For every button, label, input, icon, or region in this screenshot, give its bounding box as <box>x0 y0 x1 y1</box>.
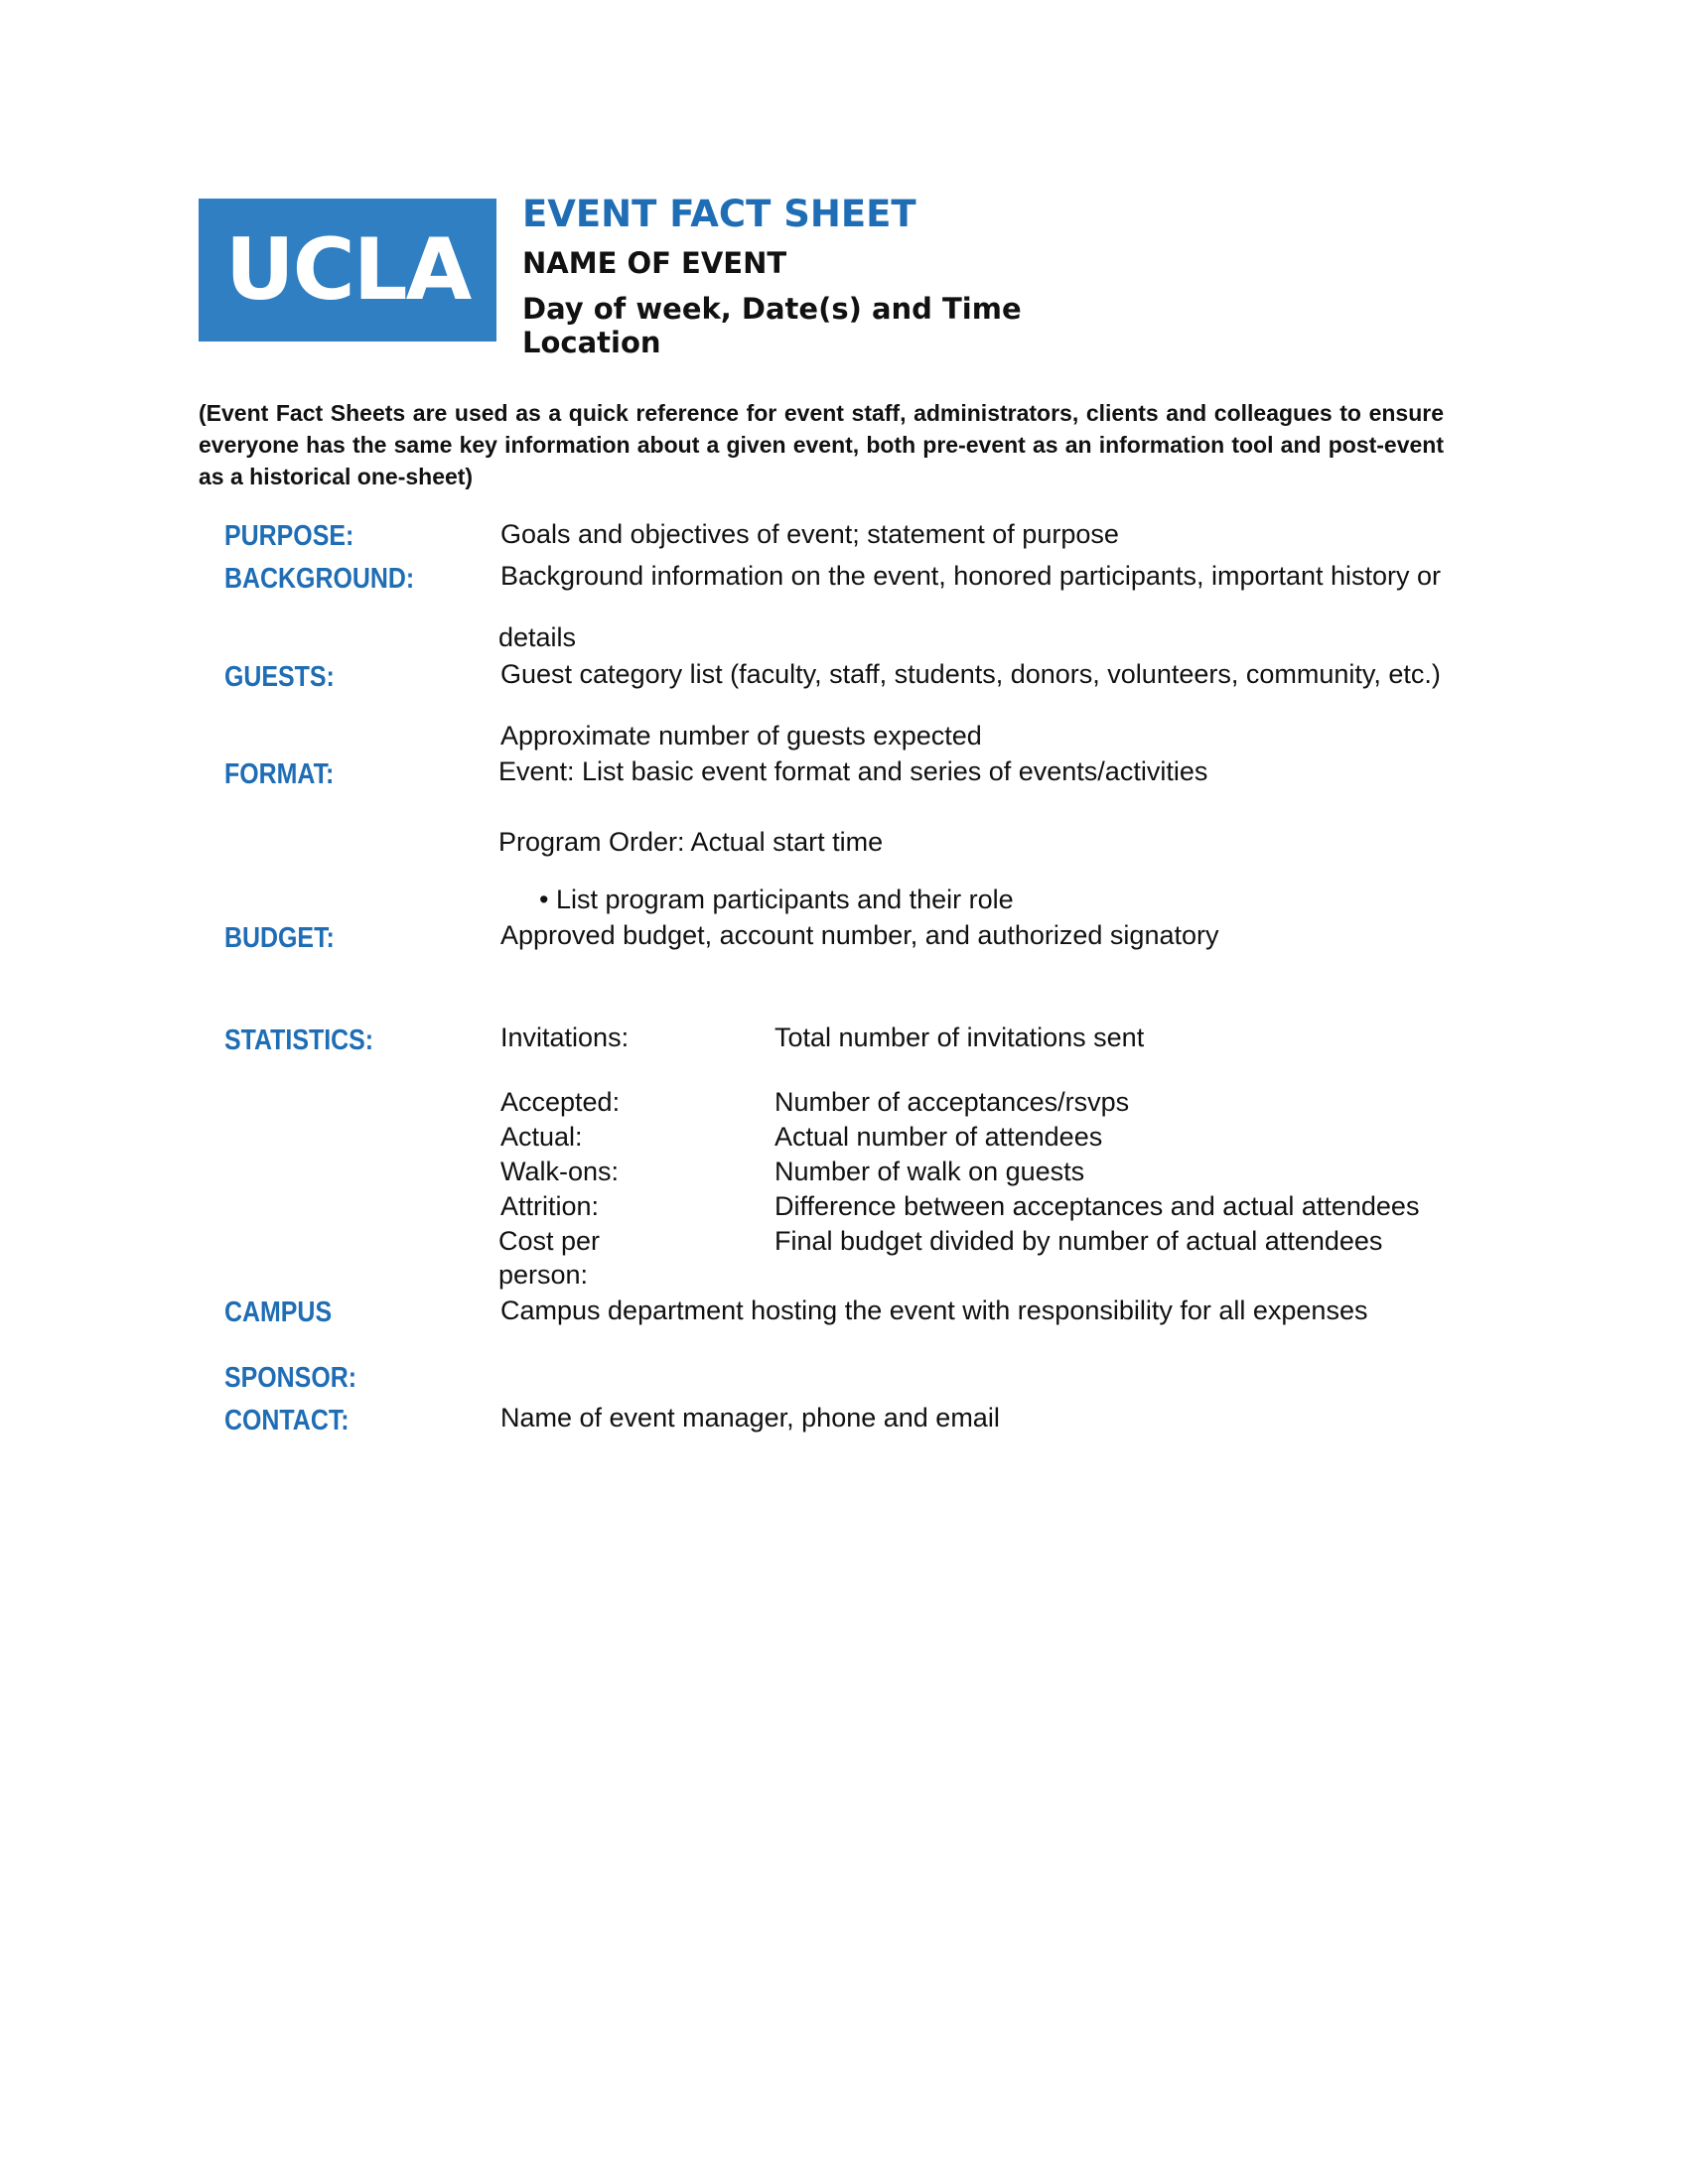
intro-paragraph: (Event Fact Sheets are used as a quick reference for event staff, administrators, clients and colleagues to ensure everyone has the same key information about a given event, both pre-event as an information tool and post-event as a historical one-sheet) <box>199 400 1444 489</box>
stat-desc: Number of walk on guests <box>774 1157 1085 1186</box>
stat-term: Cost per <box>498 1226 601 1256</box>
guests-label: GUESTS: <box>224 661 335 693</box>
sponsor-label: SPONSOR: <box>224 1362 357 1394</box>
guests-text-line1: Guest category list (faculty, staff, students, donors, volunteers, community, etc.) <box>500 659 1441 689</box>
contact-text: Name of event manager, phone and email <box>500 1403 1000 1433</box>
logo-text: UCLA <box>224 220 471 320</box>
stat-desc: Actual number of attendees <box>774 1122 1103 1152</box>
stat-desc: Final budget divided by number of actual attendees <box>774 1226 1383 1256</box>
campus-label: CAMPUS <box>224 1297 333 1328</box>
background-text-line1: Background information on the event, honored participants, important history or <box>500 561 1442 591</box>
ucla-logo <box>199 199 496 341</box>
background-text-line2: details <box>498 622 577 652</box>
page-title: EVENT FACT SHEET <box>522 193 916 235</box>
campus-sponsor-text: Campus department hosting the event with responsibility for all expenses <box>500 1296 1368 1325</box>
stat-term: Walk-ons: <box>500 1157 620 1186</box>
event-datetime: Day of week, Date(s) and Time <box>522 292 1022 326</box>
stat-term-continued: person: <box>498 1260 589 1290</box>
stat-desc: Number of acceptances/rsvps <box>774 1087 1130 1117</box>
event-location: Location <box>522 326 661 359</box>
format-label: FORMAT: <box>224 758 335 790</box>
format-text-line2: Program Order: Actual start time <box>498 827 884 857</box>
background-label: BACKGROUND: <box>224 563 415 595</box>
budget-label: BUDGET: <box>224 922 335 954</box>
stat-desc: Difference between acceptances and actual attendees <box>774 1191 1420 1221</box>
format-bullet: • List program participants and their role <box>539 885 1014 914</box>
stat-term: Actual: <box>500 1122 583 1152</box>
event-name: NAME OF EVENT <box>522 246 787 280</box>
stat-term: Accepted: <box>500 1087 621 1117</box>
stat-term: Attrition: <box>500 1191 600 1221</box>
purpose-label: PURPOSE: <box>224 520 354 552</box>
stat-desc: Total number of invitations sent <box>774 1023 1145 1052</box>
contact-label: CONTACT: <box>224 1405 350 1436</box>
statistics-label: STATISTICS: <box>224 1024 374 1056</box>
guests-text-line2: Approximate number of guests expected <box>500 721 982 751</box>
purpose-text: Goals and objectives of event; statement of purpose <box>500 519 1119 549</box>
budget-text: Approved budget, account number, and authorized signatory <box>500 920 1219 950</box>
format-text-line1: Event: List basic event format and series of events/activities <box>498 756 1208 786</box>
stat-term: Invitations: <box>500 1023 630 1052</box>
